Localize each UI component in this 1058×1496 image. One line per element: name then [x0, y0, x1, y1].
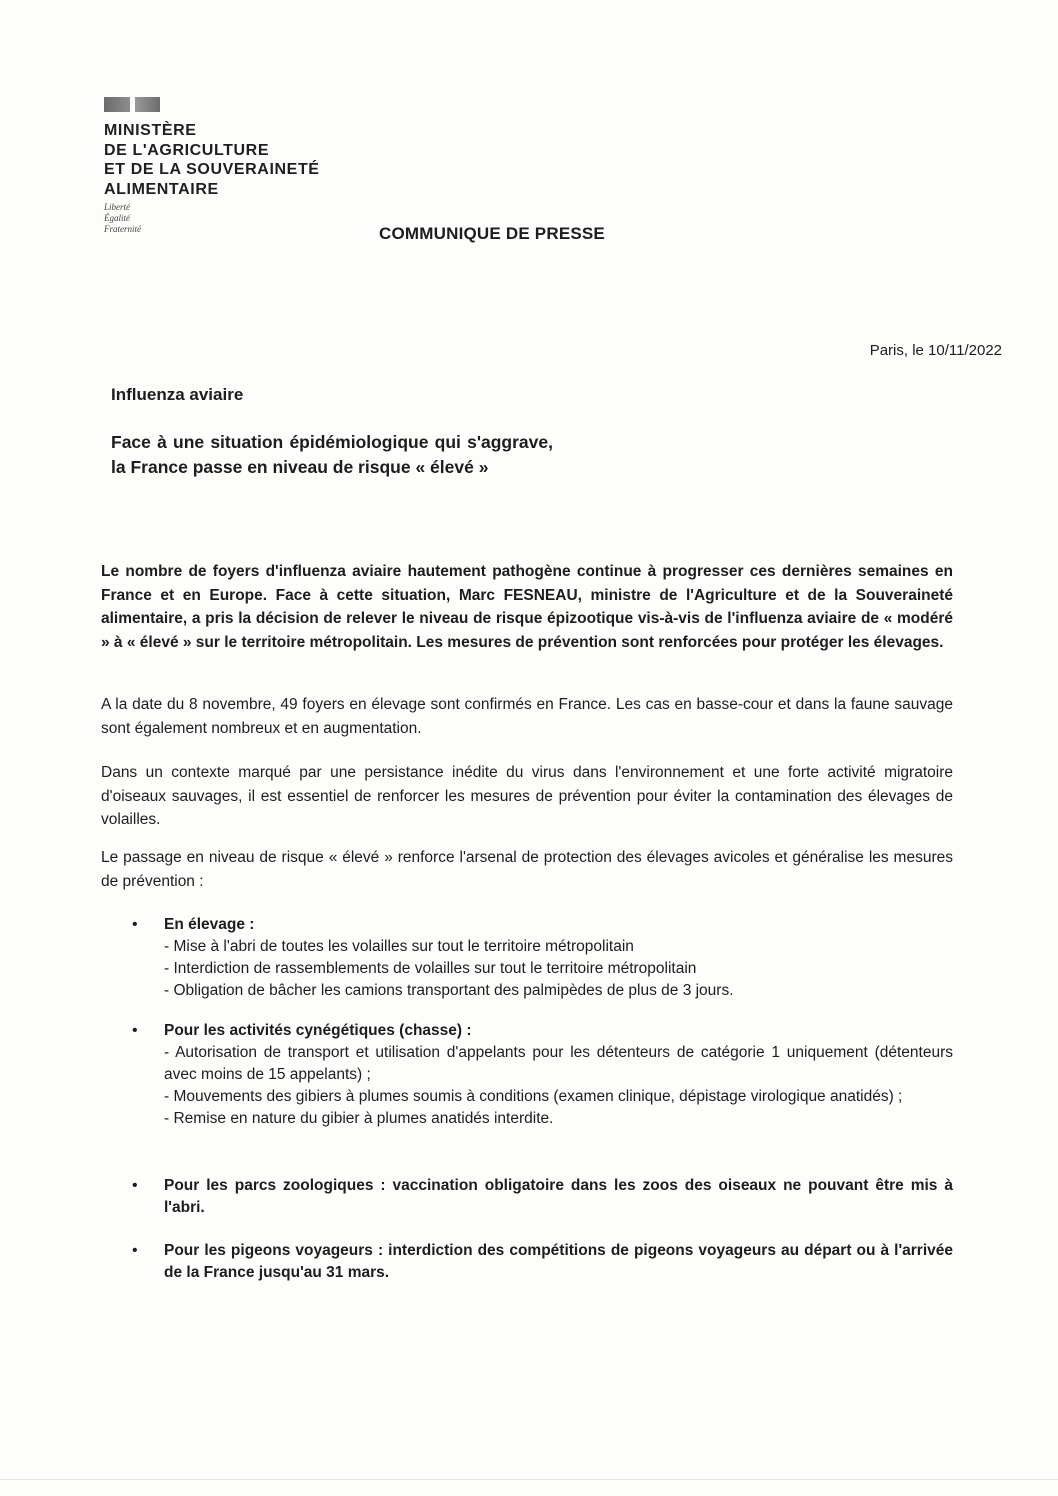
ministry-line: ET DE LA SOUVERAINETÉ [104, 161, 320, 178]
measure-line: - Mouvements des gibiers à plumes soumis à conditions (examen clinique, dépistage virologique anatidés) ; [164, 1088, 903, 1105]
measure-text: Pour les pigeons voyageurs : interdiction des compétitions de pigeons voyageurs au départ ou à l'arrivée de la France jusqu'au 31 mars. [164, 1242, 953, 1281]
page-bottom-edge [0, 1479, 1058, 1480]
government-logo [104, 97, 160, 112]
measure-elevage [132, 914, 953, 1002]
bullet-point: • [132, 1022, 138, 1039]
document-title: COMMUNIQUE DE PRESSE [379, 224, 605, 243]
measure-line: - Autorisation de transport et utilisation d'appelants pour les détenteurs de catégorie 1 uniquement (détenteurs avec moins de 15 appelants) ; [164, 1044, 953, 1083]
measure-title: En élevage : [164, 916, 255, 933]
lead-paragraph: Le nombre de foyers d'influenza aviaire hautement pathogène continue à progresser ces dernières semaines en France et en Europe. Face à cette situation, Marc FESNEAU, ministre de l'Agriculture et de la Souveraineté alimentaire, a pris la décision de relever le niveau de risque épizootique vis-à-vis de l'influenza aviaire de « modéré » à « élevé » sur le territoire métropolitain. Les mesures de prévention sont renforcées pour protéger les élevages. [101, 563, 953, 651]
motto-line: Fraternité [104, 224, 141, 234]
motto-line: Liberté [104, 202, 130, 212]
measure-chasse [132, 1020, 953, 1130]
paragraph: Dans un contexte marqué par une persistance inédite du virus dans l'environnement et une forte activité migratoire d'oiseaux sauvages, il est essentiel de renforcer les mesures de prévention pour éviter la contamination des élevages de volailles. [101, 764, 953, 828]
measure-pigeons [132, 1240, 953, 1284]
bullet-point: • [132, 1242, 138, 1259]
measure-title: Pour les activités cynégétiques (chasse) : [164, 1022, 472, 1039]
measure-zoos [132, 1175, 953, 1219]
logo-right-block [135, 97, 161, 112]
topic-heading: Influenza aviaire [111, 385, 244, 404]
paragraph: Le passage en niveau de risque « élevé » renforce l'arsenal de protection des élevages avicoles et généralise les mesures de prévention : [101, 849, 953, 890]
motto-line: Égalité [104, 213, 130, 223]
logo-left-block [104, 97, 130, 112]
measure-line: - Mise à l'abri de toutes les volailles sur tout le territoire métropolitain [164, 938, 634, 955]
paragraph: A la date du 8 novembre, 49 foyers en élevage sont confirmés en France. Les cas en basse-cour et dans la faune sauvage sont également nombreux et en augmentation. [101, 696, 953, 737]
ministry-line: MINISTÈRE [104, 122, 197, 139]
bullet-point: • [132, 1177, 138, 1194]
ministry-name [104, 121, 320, 199]
measure-line: - Interdiction de rassemblements de volailles sur tout le territoire métropolitain [164, 960, 697, 977]
date-line: Paris, le 10/11/2022 [869, 342, 1002, 359]
ministry-line: ALIMENTAIRE [104, 180, 219, 198]
republic-motto [104, 202, 141, 235]
headline: Face à une situation épidémiologique qui s'aggrave, la France passe en niveau de risque « élevé » [111, 432, 553, 477]
measure-text: Pour les parcs zoologiques : vaccination obligatoire dans les zoos des oiseaux ne pouvant être mis à l'abri. [164, 1177, 953, 1216]
bullet-point: • [132, 916, 138, 933]
measure-line: - Obligation de bâcher les camions transportant des palmipèdes de plus de 3 jours. [164, 982, 734, 999]
ministry-line: DE L'AGRICULTURE [104, 141, 270, 159]
measure-line: - Remise en nature du gibier à plumes anatidés interdite. [164, 1110, 554, 1127]
